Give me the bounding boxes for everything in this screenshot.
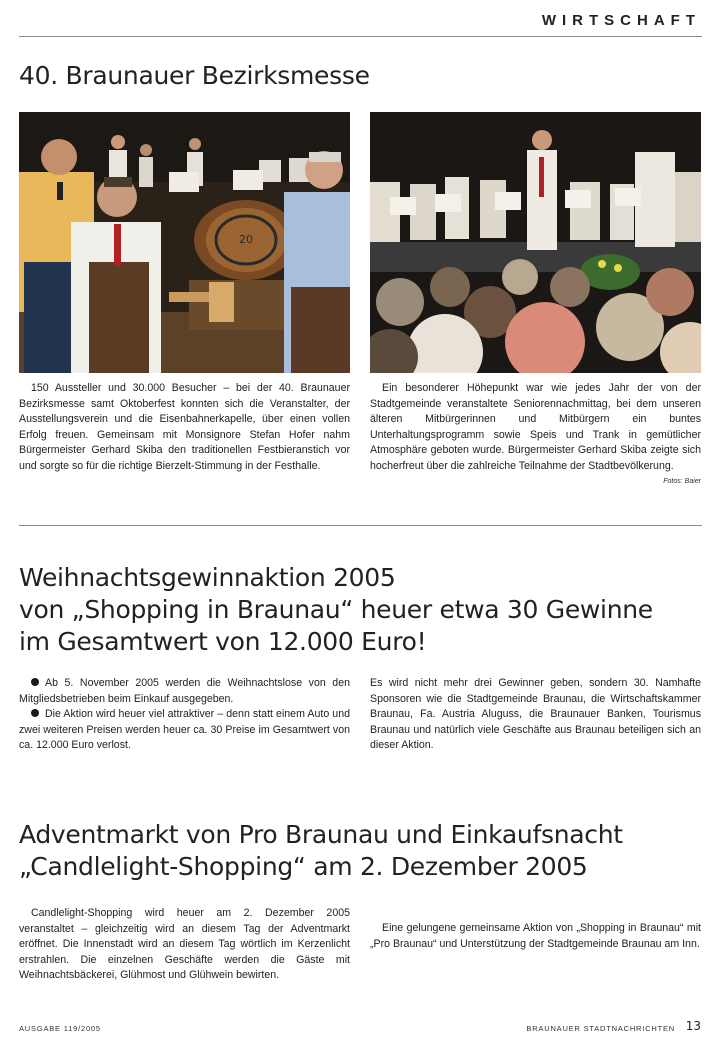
article2-title-line1: Weihnachtsgewinnaktion 2005 — [19, 563, 396, 592]
barrel-number: 20 — [239, 233, 253, 246]
article3-title-line2: „Candlelight-Shopping“ am 2. Dezember 2005 — [19, 852, 588, 881]
article3-left-text: Candlelight-Shopping wird heuer am 2. Dezember 2005 veranstaltet – gleichzeitig wird an diesem Tag der Adventmarkt eröffnet. Die Innenstadt wird an diesem Tag wörtlich im Kerzenlicht erstrahlen. Die einzelnen Geschäfte werden die Gäste mit Weihnachtsbäckerei, Glühmost und Glühwein bewirten. — [19, 907, 350, 982]
footer-issue: AUSGABE 119/2005 — [19, 1024, 101, 1033]
article2-title-line3: im Gesamtwert von 12.000 Euro! — [19, 627, 427, 656]
page-number: 13 — [685, 1019, 701, 1033]
article2-bullet-list — [19, 676, 350, 754]
article2-title-line2: von „Shopping in Braunau“ heuer etwa 30 Gewinne — [19, 595, 653, 624]
photo-barrel-tapping — [19, 112, 350, 373]
article3-title — [19, 819, 623, 883]
photo-senior-afternoon — [370, 112, 701, 373]
photo-credit: Fotos: Baier — [663, 478, 701, 485]
bullet-item — [19, 676, 350, 707]
article1-caption-left: 150 Aussteller und 30.000 Besucher – bei der 40. Braunauer Bezirksmesse samt Oktoberfest konnten sich die Veranstalter, der Ausstellungsverein und die Eisenbahnerkapelle, über einen vollen Erfolg freuen. Gemeinsam mit Monsignore Stefan Hofer nahm Bürgermeister Gerhard Skiba den traditionellen Festbieranstich vor und sorgte so für die richtige Bierzelt-Stimmung in der Festhalle. — [19, 382, 350, 472]
bullet-text: Die Aktion wird heuer viel attraktiver – denn statt einem Auto und zwei weiteren Preisen werden heuer ca. 30 Preise im Gesamtwert von ca. 12.000 Euro verlost. — [19, 708, 350, 752]
article2-title — [19, 562, 653, 658]
bullet-icon — [31, 709, 39, 717]
bullet-icon — [31, 678, 39, 686]
section-header: WIRTSCHAFT — [541, 12, 701, 29]
article3-title-line1: Adventmarkt von Pro Braunau und Einkaufsnacht — [19, 820, 623, 849]
article1-title: 40. Braunauer Bezirksmesse — [19, 61, 370, 90]
article3-right-text: Eine gelungene gemeinsame Aktion von „Shopping in Braunau“ mit „Pro Braunau“ und Unterstützung der Stadtgemeinde Braunau am Inn. — [370, 922, 701, 950]
article2-right-text: Es wird nicht mehr drei Gewinner geben, sondern 30. Namhafte Sponsoren wie die Stadtgemeinde Braunau, die Wirtschaftskammer Braunau, Fa. Austria Aluguss, die Braunauer Banken, Tourismus Braunau und natürlich viele Geschäfte aus Braunau beteiligen sich an dieser Aktion. — [370, 677, 701, 752]
section-divider — [19, 525, 702, 526]
bullet-item — [19, 707, 350, 754]
header-rule — [19, 36, 702, 37]
bullet-text: Ab 5. November 2005 werden die Weihnachtslose von den Mitgliedsbetrieben beim Einkauf ausgegeben. — [19, 677, 350, 705]
footer-publication: BRAUNAUER STADTNACHRICHTEN — [526, 1024, 675, 1033]
article1-caption-right: Ein besonderer Höhepunkt war wie jedes Jahr der von der Stadtgemeinde veranstaltete Seniorennachmittag, bei dem unseren älteren Mitbürgerinnen und Mitbürgern ein buntes Unterhaltungsprogramm sowie Speis und Trank in gemütlicher Atmosphäre geboten wurde. Bürgermeister Gerhard Skiba zeigte sich hocherfreut über die zahlreiche Teilnahme der Stadtbevölkerung. — [370, 382, 701, 472]
